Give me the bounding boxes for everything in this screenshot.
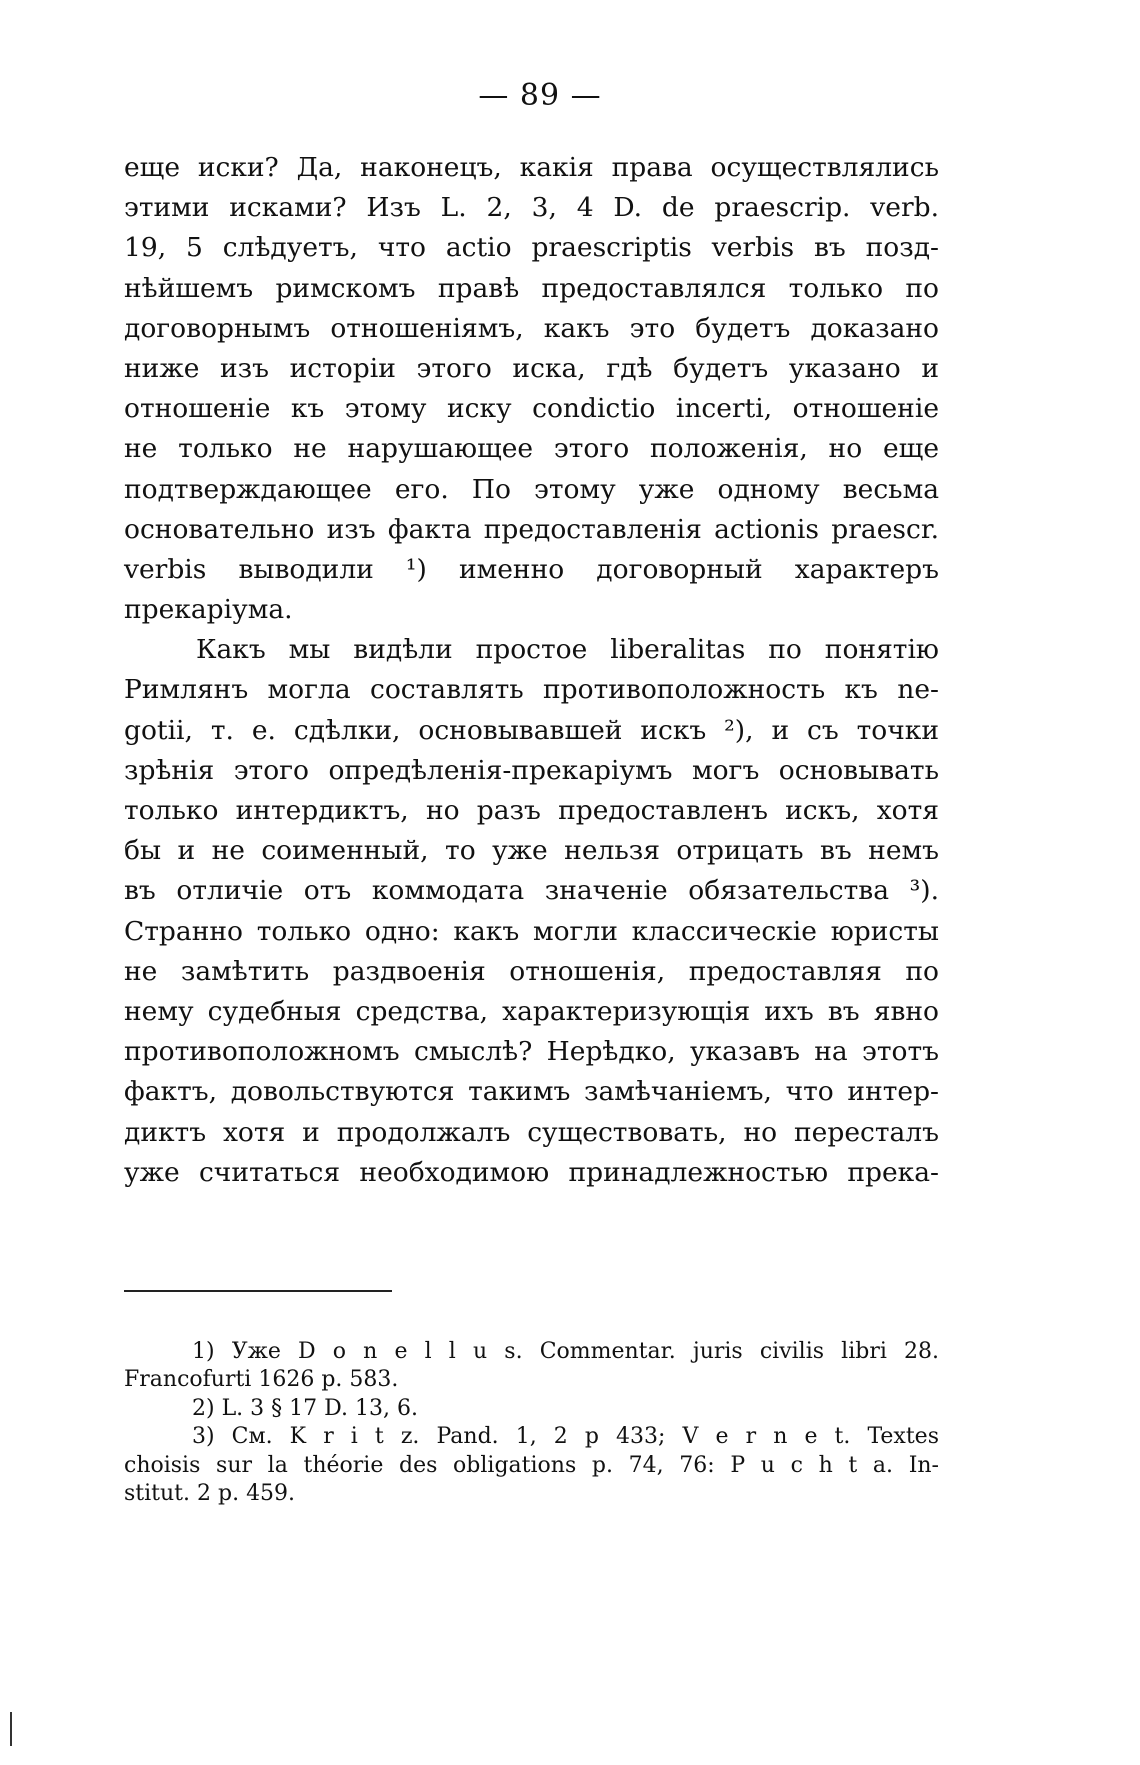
text-line: 19, 5 слѣдуетъ, что actio praescriptis verbis въ позд-: [124, 232, 939, 264]
text-line: не только не нарушающее этого положенія, но еще: [124, 433, 939, 465]
text-line: ниже изъ исторіи этого иска, гдѣ будетъ указано и: [124, 352, 939, 384]
margin-mark: [10, 1712, 12, 1746]
text-line: договорнымъ отношеніямъ, какъ это будетъ доказано: [124, 312, 939, 344]
text-line: прекаріума.: [124, 594, 293, 626]
footnote-line: 1) Уже D o n e l l u s. Commentar. juris civilis libri 28.: [192, 1339, 939, 1364]
body-text: [124, 148, 939, 1193]
text-line: въ отличіе отъ коммодата значеніе обязательства ³).: [124, 875, 939, 907]
text-line: отношеніе къ этому иску condictio incerti, отношеніе: [124, 393, 939, 425]
text-line: этими исками? Изъ L. 2, 3, 4 D. de praescrip. verb.: [124, 192, 939, 224]
footnote-line: 2) L. 3 § 17 D. 13, 6.: [192, 1395, 418, 1421]
text-line: бы и не соименный, то уже нельзя отрицать въ немъ: [124, 835, 939, 867]
text-line: Странно только одно: какъ могли классическіе юристы: [124, 915, 939, 947]
page-number: — 89 —: [478, 78, 602, 113]
footnote-line: choisis sur la théorie des obligations p. 74, 76: P u c h t a. In-: [124, 1452, 939, 1478]
footnote-line: 3) См. K r i t z. Pand. 1, 2 p 433; V e r n e t. Textes: [192, 1424, 939, 1450]
text-line: противоположномъ смыслѣ? Нерѣдко, указавъ на этотъ: [124, 1036, 939, 1068]
text-line: диктъ хотя и продолжалъ существовать, но пересталъ: [124, 1116, 939, 1148]
footnote-divider: [124, 1290, 392, 1292]
footnotes: [124, 1338, 939, 1508]
text-line: verbis выводили ¹) именно договорный характеръ: [124, 553, 939, 585]
text-line: нѣйшемъ римскомъ правѣ предоставлялся только по: [124, 272, 939, 304]
text-line: подтверждающее его. По этому уже одному весьма: [124, 473, 939, 505]
text-line: Римлянъ могла составлять противоположность къ ne-: [124, 674, 939, 706]
text-line: основательно изъ факта предоставленія actionis praescr.: [124, 513, 939, 545]
text-line: не замѣтить раздвоенія отношенія, предоставляя по: [124, 955, 939, 987]
text-line: еще иски? Да, наконецъ, какія права осуществлялись: [124, 152, 939, 183]
paragraph-first-line: Какъ мы видѣли простое liberalitas по понятію: [196, 634, 939, 666]
footnote-line: stitut. 2 p. 459.: [124, 1480, 296, 1506]
footnote-line: Francofurti 1626 p. 583.: [124, 1367, 399, 1393]
text-line: gotii, т. е. сдѣлки, основывавшей искъ ²), и съ точки: [124, 714, 939, 746]
text-line: зрѣнія этого опредѣленія-прекаріумъ могъ основывать: [124, 754, 939, 786]
text-line: нему судебныя средства, характеризующія ихъ въ явно: [124, 995, 939, 1027]
text-line: фактъ, довольствуются такимъ замѣчаніемъ, что интер-: [124, 1076, 939, 1108]
text-line: уже считаться необходимою принадлежностью прека-: [124, 1156, 939, 1188]
text-line: только интердиктъ, но разъ предоставленъ искъ, хотя: [124, 795, 939, 826]
